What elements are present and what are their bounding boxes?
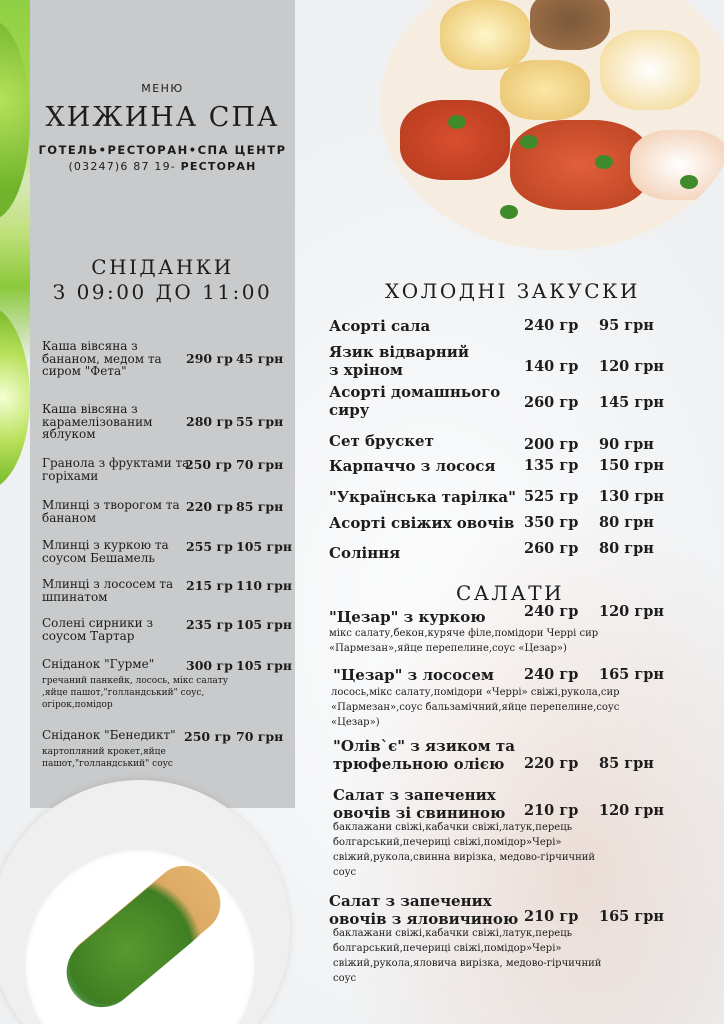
item-weight: 220 гр [524,755,579,772]
item-price: 120 грн [599,802,664,819]
item-weight: 300 гр [186,658,233,673]
item-price: 145 грн [599,394,664,411]
item-name: Солені сирники з соусом Тартар [42,616,154,643]
item-weight: 200 гр [524,436,579,453]
item-name: Каша вівсяна з карамелізованим яблуком [42,402,153,441]
item-name: Сніданок "Бенедикт" [42,728,176,742]
item-description: картопляний крокет,яйце пашот,"голландський" соус [42,747,173,769]
item-name: "Цезар" з куркою [329,608,486,626]
item-weight: 235 гр [186,617,233,632]
item-weight: 240 гр [524,603,579,620]
item-name: Асорті свіжих овочів [329,514,515,532]
item-description: гречаний панкейк, лосось, мікс салату ,яйце пашот,"голландський" соус, огірок,помідор [42,676,229,710]
item-price: 80 грн [599,514,654,531]
item-name: "Олів`є" з язиком та трюфельною олією [333,737,515,773]
item-name: Карпаччо з лосося [329,457,496,475]
item-weight: 215 гр [186,578,233,593]
item-name: "Цезар" з лососем [333,666,494,684]
item-price: 165 грн [599,666,664,683]
item-weight: 240 гр [524,317,579,334]
item-price: 105 грн [236,617,292,632]
item-price: 165 грн [599,908,664,925]
item-price: 80 грн [599,540,654,557]
item-name: Гранола з фруктами та горіхами [42,456,190,483]
item-weight: 140 гр [524,358,579,375]
item-name: Асорті домашнього сиру [329,383,501,419]
item-description: мікс салату,бекон,куряче філе,помідори Черрі сир «Пармезан»,яйце перепелине,соус «Цезар») [329,628,599,654]
item-price: 45 грн [236,351,284,366]
item-weight: 240 гр [524,666,579,683]
item-name: Млинці з лососем та шпинатом [42,577,174,604]
item-name: Каша вівсяна з бананом, медом та сиром "Фета" [42,339,162,378]
item-name: Асорті сала [329,317,431,335]
restaurant-title: ХИЖИНА СПА [45,102,280,133]
item-name: Сет брускет [329,432,434,450]
item-name: Салат з запечених овочів зі свининою [333,786,506,822]
item-weight: 210 гр [524,802,579,819]
item-weight: 260 гр [524,394,579,411]
item-weight: 350 гр [524,514,579,531]
item-description: лосось,мікс салату,помідори «Черрі» свіжі,рукола,сир «Пармезан»,соус бальзамічний,яйце перепелине,соус «Цезар») [331,687,620,728]
item-weight: 210 гр [524,908,579,925]
item-weight: 290 гр [186,351,233,366]
item-price: 70 грн [236,729,284,744]
breakfast-title [30,255,295,305]
menu-label: МЕНЮ [141,82,184,95]
item-name: "Українська тарілка" [329,488,516,506]
item-name: Сніданок "Гурме" [42,657,155,671]
item-price: 95 грн [599,317,654,334]
item-price: 55 грн [236,414,284,429]
item-weight: 525 гр [524,488,579,505]
canapes-photo [380,0,724,250]
item-weight: 135 гр [524,457,579,474]
phone-line [30,160,295,173]
item-name: Млинці з куркою та соусом Бешамель [42,538,169,565]
item-price: 120 грн [599,358,664,375]
restaurant-subtitle: ГОТЕЛЬ•РЕСТОРАН•СПА ЦЕНТР [38,143,287,157]
item-price: 70 грн [236,457,284,472]
item-price: 85 грн [599,755,654,772]
item-description: баклажани свіжі,кабачки свіжі,латук,перець болгарський,печериці свіжі,помідор»Чері» свіжий,рукола,яловича вирізка, медово-гірчичний соус [333,928,602,984]
item-name: Соління [329,544,401,562]
item-name: Салат з запечених овочів з яловичиною [329,892,519,928]
phone-number: (03247)6 87 19- [68,160,176,173]
item-price: 90 грн [599,436,654,453]
item-weight: 255 гр [186,539,233,554]
breakfast-hours: З 09:00 ДО 11:00 [52,280,273,304]
salads-title: САЛАТИ [455,581,565,605]
item-weight: 280 гр [186,414,233,429]
item-price: 85 грн [236,499,284,514]
item-name: Млинці з творогом та бананом [42,498,180,525]
item-name: Язик відварний з хріном [329,343,469,379]
item-weight: 220 гр [186,499,233,514]
item-description: баклажани свіжі,кабачки свіжі,латук,перець болгарський,печериці свіжі,помідор»Чері» свіжий,рукола,свинна вирізка, медово-гірчичний соус [333,822,596,878]
phone-label: РЕСТОРАН [180,160,257,173]
item-weight: 250 гр [184,729,231,744]
breakfast-title-main: СНІДАНКИ [91,255,234,279]
item-price: 105 грн [236,658,292,673]
item-price: 150 грн [599,457,664,474]
item-price: 105 грн [236,539,292,554]
item-price: 130 грн [599,488,664,505]
item-price: 110 грн [236,578,292,593]
item-weight: 260 гр [524,540,579,557]
item-price: 120 грн [599,603,664,620]
item-weight: 250 гр [185,457,232,472]
cold-snacks-title: ХОЛОДНІ ЗАКУСКИ [385,279,640,303]
